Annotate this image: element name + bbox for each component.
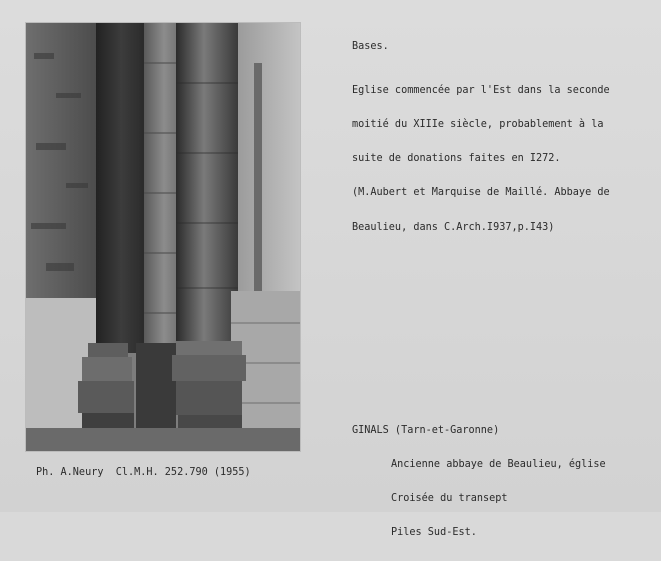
description-line: Beaulieu, dans C.Arch.I937,p.I43): [352, 221, 555, 233]
photo-illustration: [26, 23, 300, 451]
photograph-church-pillar-bases: [26, 23, 300, 451]
location-line: Piles Sud-Est.: [391, 527, 477, 539]
description-line: moitié du XIIIe siècle, probablement à la: [352, 119, 604, 131]
section-title: Bases.: [352, 41, 389, 52]
description-line: Eglise commencée par l'Est dans la seconde: [352, 84, 610, 96]
location-line: Croisée du transept: [391, 493, 508, 505]
location-details: [391, 436, 606, 561]
description-line: (M.Aubert et Marquise de Maillé. Abbaye de: [352, 187, 610, 199]
location-line: Ancienne abbaye de Beaulieu, église: [391, 458, 606, 470]
description-line: suite de donations faites en I272.: [352, 153, 561, 165]
location-heading: GINALS (Tarn-et-Garonne): [352, 425, 500, 436]
description-block: [352, 62, 610, 256]
photo-credit: Ph. A.Neury Cl.M.H. 252.790 (1955): [36, 467, 251, 478]
